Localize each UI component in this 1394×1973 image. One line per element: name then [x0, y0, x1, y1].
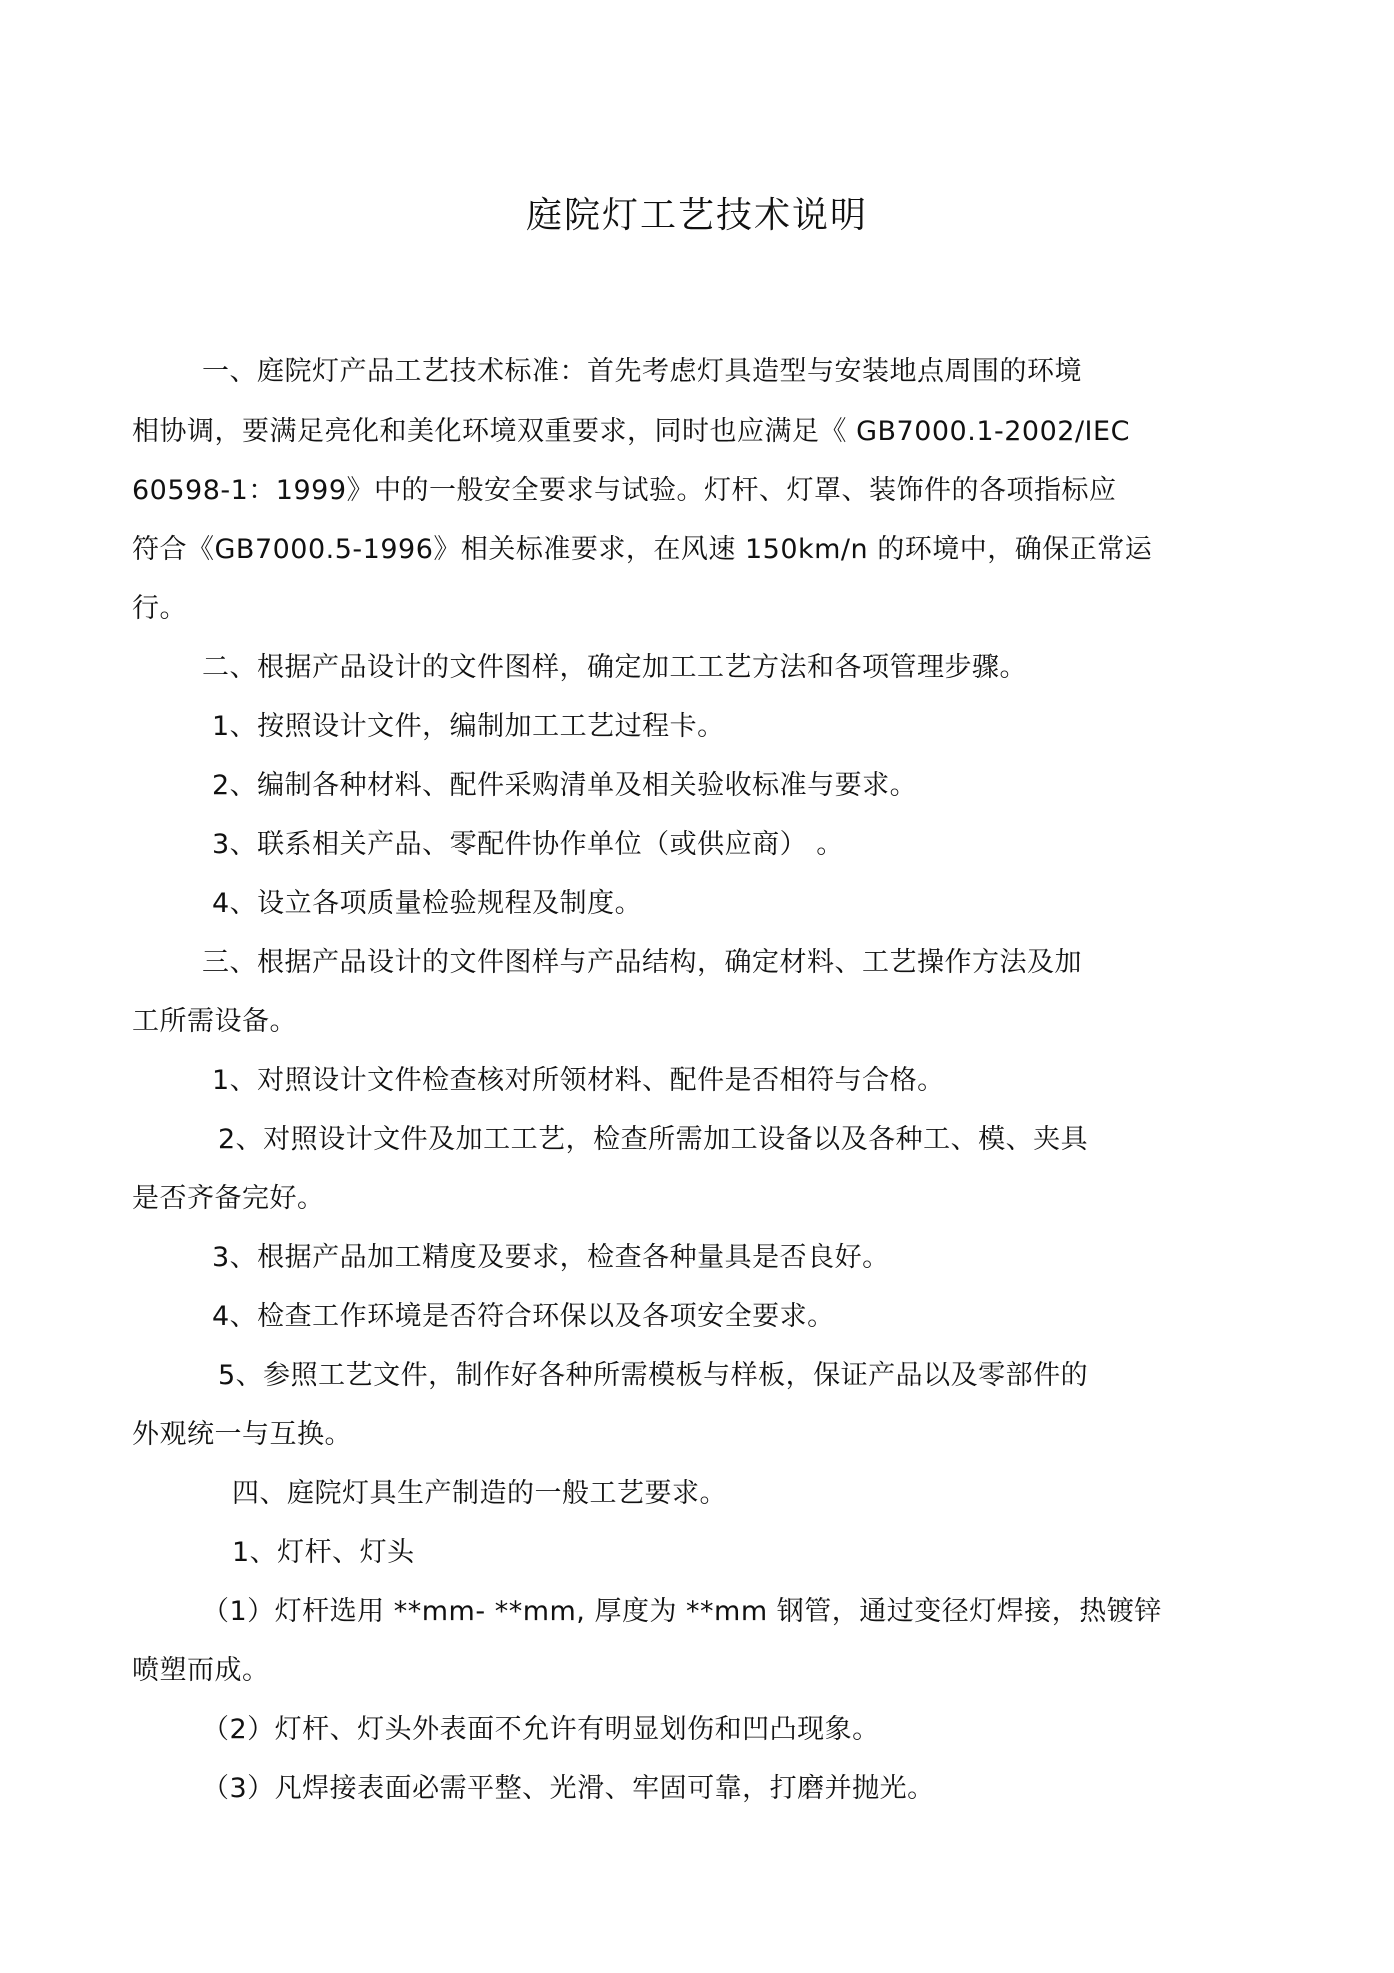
- list-item: 5、参照工艺文件，制作好各种所需模板与样板，保证产品以及零部件的: [218, 1360, 1089, 1391]
- list-item: （1）灯杆选用 **mm- **mm, 厚度为 **mm 钢管，通过变径灯焊接，热镀锌: [202, 1596, 1162, 1627]
- section-heading: 二、根据产品设计的文件图样，确定加工工艺方法和各项管理步骤。: [202, 652, 1027, 683]
- paragraph-line: 行。: [132, 593, 187, 624]
- list-item: 1、按照设计文件，编制加工工艺过程卡。: [212, 711, 725, 742]
- list-item: （2）灯杆、灯头外表面不允许有明显划伤和凹凸现象。: [202, 1714, 880, 1745]
- paragraph-line: 一、庭院灯产品工艺技术标准：首先考虑灯具造型与安装地点周围的环境: [202, 356, 1082, 387]
- paragraph-line: 符合《GB7000.5-1996》相关标准要求，在风速 150km/n 的环境中，确保正常运: [132, 534, 1153, 565]
- paragraph-line: 相协调，要满足亮化和美化环境双重要求，同时也应满足《 GB7000.1-2002/IEC: [132, 416, 1130, 447]
- document-title: 庭院灯工艺技术说明: [525, 195, 868, 236]
- subsection-heading: 1、灯杆、灯头: [232, 1537, 415, 1568]
- list-item: 4、检查工作环境是否符合环保以及各项安全要求。: [212, 1301, 835, 1332]
- paragraph-line: 外观统一与互换。: [132, 1419, 352, 1450]
- paragraph-line: 工所需设备。: [132, 1006, 297, 1037]
- section-heading: 四、庭院灯具生产制造的一般工艺要求。: [232, 1478, 727, 1509]
- list-item: 3、联系相关产品、零配件协作单位（或供应商） 。: [212, 829, 844, 860]
- paragraph-line: 60598-1：1999》中的一般安全要求与试验。灯杆、灯罩、装饰件的各项指标应: [132, 475, 1117, 506]
- paragraph-line: 喷塑而成。: [132, 1655, 270, 1686]
- list-item: 1、对照设计文件检查核对所领材料、配件是否相符与合格。: [212, 1065, 945, 1096]
- section-heading: 三、根据产品设计的文件图样与产品结构，确定材料、工艺操作方法及加: [202, 947, 1082, 978]
- list-item: 3、根据产品加工精度及要求，检查各种量具是否良好。: [212, 1242, 890, 1273]
- list-item: 2、编制各种材料、配件采购清单及相关验收标准与要求。: [212, 770, 918, 801]
- list-item: （3）凡焊接表面必需平整、光滑、牢固可靠，打磨并抛光。: [202, 1773, 935, 1804]
- list-item: 4、设立各项质量检验规程及制度。: [212, 888, 643, 919]
- paragraph-line: 是否齐备完好。: [132, 1183, 325, 1214]
- list-item: 2、对照设计文件及加工工艺，检查所需加工设备以及各种工、模、夹具: [218, 1124, 1089, 1155]
